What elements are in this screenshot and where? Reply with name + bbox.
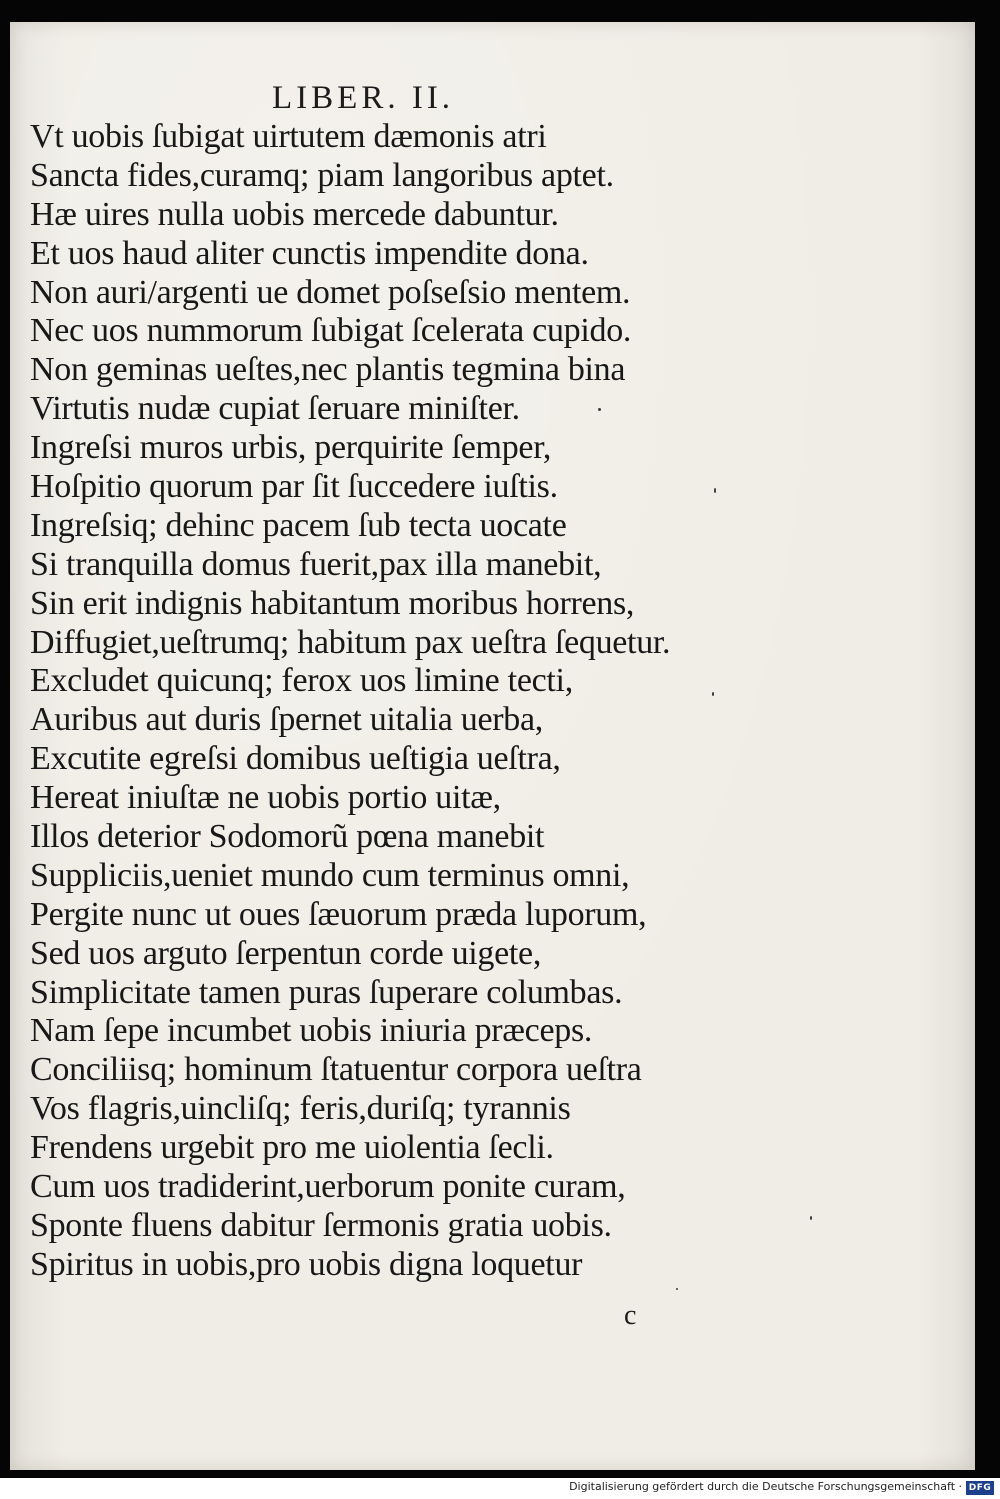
verse-line: Diffugiet,ueſtrumq; habitum pax ueſtra ſequetur. [30,623,671,661]
verse-line: Illos deterior Sodomorũ pœna manebit [30,818,545,856]
verse-line: Si tranquilla domus fuerit,pax illa manebit, [30,545,602,583]
verse-line: Sed uos arguto ſerpentun corde uigete, [30,934,542,972]
paper-speck [714,488,716,493]
verse-line: Et uos haud aliter cunctis impendite dona. [30,234,589,272]
funding-credit: Digitalisierung gefördert durch die Deutsche Forschungsgemeinschaft · [569,1480,962,1493]
verse-line: Conciliisq; hominum ſtatuentur corpora ueſtra [30,1051,642,1089]
verse-line: Non auri/argenti ue domet poſseſsio mentem. [30,273,631,311]
footer-bar [0,1478,1000,1499]
verse-line: Auribus aut duris ſpernet uitalia uerba, [30,701,543,739]
verse-line: Spiritus in uobis,pro uobis digna loquetur [30,1245,583,1283]
verse-line: Ingreſsiq; dehinc pacem ſub tecta uocate [30,506,567,544]
verse-line: Hoſpitio quorum par ſit ſuccedere iuſtis. [30,468,558,506]
verse-line: Sin erit indignis habitantum moribus horrens, [30,584,635,622]
verse-line: Frendens urgebit pro me uiolentia ſecli. [30,1129,554,1167]
verse-line: Nam ſepe incumbet uobis iniuria præceps. [30,1012,593,1050]
verse-line: Vos flagris,uincliſq; feris,duriſq; tyrannis [30,1090,571,1128]
verse-line: Sponte fluens dabitur ſermonis gratia uobis. [30,1206,612,1244]
signature-mark: c [624,1300,637,1331]
verse-line: Cum uos tradiderint,uerborum ponite curam, [30,1168,626,1206]
verse-line: Sancta fides,curamq; piam langoribus aptet. [30,156,614,194]
paper-speck [712,692,714,696]
running-head: LIBER. II. [272,80,455,116]
verse-line: Pergite nunc ut oues ſæuorum præda luporum, [30,895,647,933]
book-page [10,22,975,1470]
verse-line: Suppliciis,ueniet mundo cum terminus omni, [30,856,630,894]
verse-line: Virtutis nudæ cupiat ſeruare miniſter. [30,390,520,428]
verse-line: Non geminas ueſtes,nec plantis tegmina bina [30,351,626,389]
verse-block [30,118,930,1285]
verse-line: Excutite egreſsi domibus ueſtigia ueſtra, [30,740,561,778]
paper-speck [598,408,601,411]
verse-line: Excludet quicunq; ferox uos limine tecti, [30,662,573,700]
verse-line: Ingreſsi muros urbis, perquirite ſemper, [30,429,552,467]
verse-line: Nec uos nummorum ſubigat ſcelerata cupido. [30,312,632,350]
paper-speck [810,1216,812,1220]
dfg-logo: DFG [966,1481,994,1495]
verse-line: Hæ uires nulla uobis mercede dabuntur. [30,195,559,233]
paper-speck [676,1288,678,1290]
verse-line: Vt uobis ſubigat uirtutem dæmonis atri [30,118,547,155]
verse-line: Hereat iniuſtæ ne uobis portio uitæ, [30,779,501,817]
verse-line: Simplicitate tamen puras ſuperare columbas. [30,973,623,1011]
